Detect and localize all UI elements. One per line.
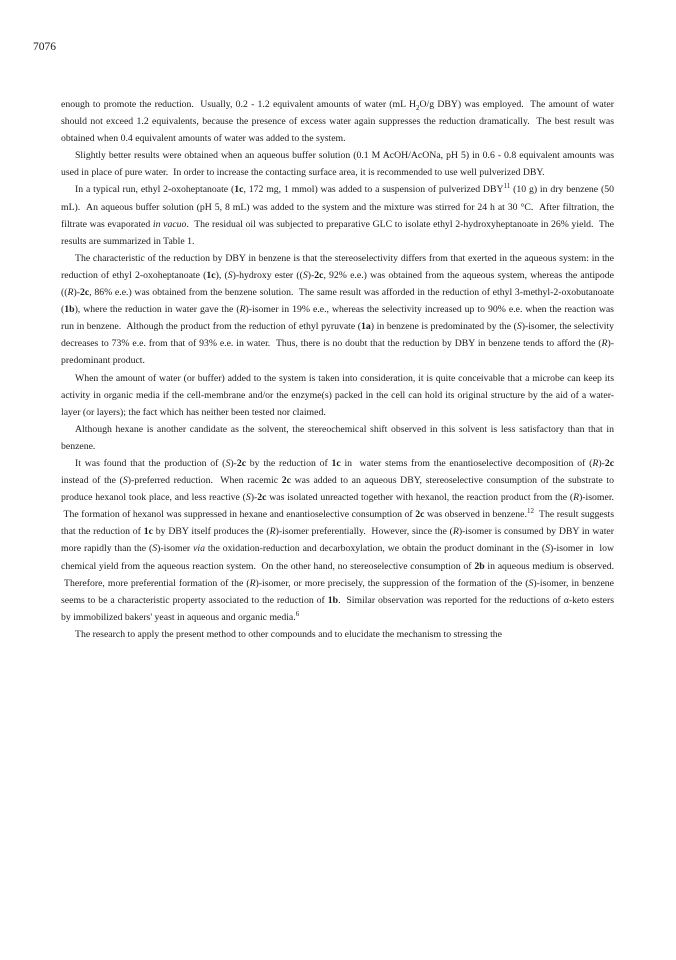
paragraph: The characteristic of the reduction by DBY in benzene is that the stereoselectivity differs from that exerted in the aqueous system: in the reduction of ethyl 2-oxoheptanoate (1c), (S)-hydroxy ester ((S)-2c, 92% e.e.) was obtained from the aqueous system, whereas the antipode ((R)-2c, 86% e.e.) was obtained from the benzene solution. The same result was afforded in the reduction of ethyl 3-methyl-2-oxobutanoate (1b), where the reduction in water gave the (R)-isomer in 19% e.e., whereas the selectivity increased up to 90% e.e. when the reaction was run in benzene. Although the product from the reduction of ethyl pyruvate (1a) in benzene is predominated by the (S)-isomer, the selectivity decreases to 73% e.e. from that of 93% e.e. in water. Thus, there is no doubt that the reduction by DBY in benzene tends to afford the (R)-predominant product. xyxy=(61,252,615,367)
paragraph: In a typical run, ethyl 2-oxoheptanoate (1c, 172 mg, 1 mmol) was added to a suspension of pulverized DBY$^{11}$ (10 g) in dry benzene (50 mL). An aqueous buffer solution (pH 5, 8 mL) was added to the system and the mixture was stirred for 24 h at 30 °C. After filtration, the filtrate was evaporated in vacuo. The residual oil was subjected to preparative GLC to isolate ethyl 2-hydroxyheptanoate in 26% yield. The results are summarized in Table 1. xyxy=(61,182,614,247)
paragraph: When the amount of water (or buffer) added to the system is taken into consideration, it is quite conceivable that a microbe can keep its activity in organic media if the cell-membrane and/or the enzyme(s) packed in the cell can hold its original structure by the aid of a water-layer (or layers); the fact which has neither been tested nor claimed. xyxy=(61,372,614,418)
paragraph: Slightly better results were obtained when an aqueous buffer solution (0.1 M AcOH/AcONa, pH 5) in 0.6 - 0.8 equivalent amounts was used in place of pure water. In order to increase the contacting surface area, it is recommended to use well pulverized DBY. xyxy=(61,150,614,179)
paragraph: It was found that the production of (S)-2c by the reduction of 1c in water stems from the enantioselective decomposition of (R)-2c instead of the (S)-preferred reduction. When racemic 2c was added to an aqueous DBY, stereoselective consumption of the substrate to produce hexanol took place, and less reactive (S)-2c was isolated unreacted together with hexanol, the reaction product from the (R)-isomer. The formation of hexanol was suppressed in hexane and enantioselective consumption of 2c was observed in benzene.$^{12}$ The result suggests that the reduction of 1c by DBY itself produces the (R)-isomer preferentially. However, since the (R)-isomer is consumed by DBY in water more rapidly than the (S)-isomer via the oxidation-reduction and decarboxylation, we obtain the product dominant in the (S)-isomer in low chemical yield from the aqueous reaction system. On the other hand, no stereoselective consumption of 2b in aqueous medium is observed. Therefore, more preferential formation of the (R)-isomer, or more precisely, the suppression of the formation of the (S)-isomer, in benzene seems to be a characteristic property associated to the reduction of 1b. Similar observation was reported for the reductions of α-keto esters by immobilized bakers' yeast in aqueous and organic media.$^6$ xyxy=(61,457,615,623)
paragraph: Although hexane is another candidate as the solvent, the stereochemical shift observed in this solvent is less satisfactory than that in benzene. xyxy=(61,423,614,452)
page-number: 7076 xyxy=(33,41,56,53)
body-text xyxy=(61,96,614,643)
paragraph: enough to promote the reduction. Usually, 0.2 - 1.2 equivalent amounts of water (mL $H_2O/g$ DBY) was employed. The amount of water should not exceed 1.2 equivalents, because the presence of excess water again suppresses the reduction dramatically. The best result was obtained when 0.4 equivalent amounts of water was added to the system. xyxy=(61,99,614,145)
paragraph: The research to apply the present method to other compounds and to elucidate the mechanism to stressing the xyxy=(75,628,502,640)
